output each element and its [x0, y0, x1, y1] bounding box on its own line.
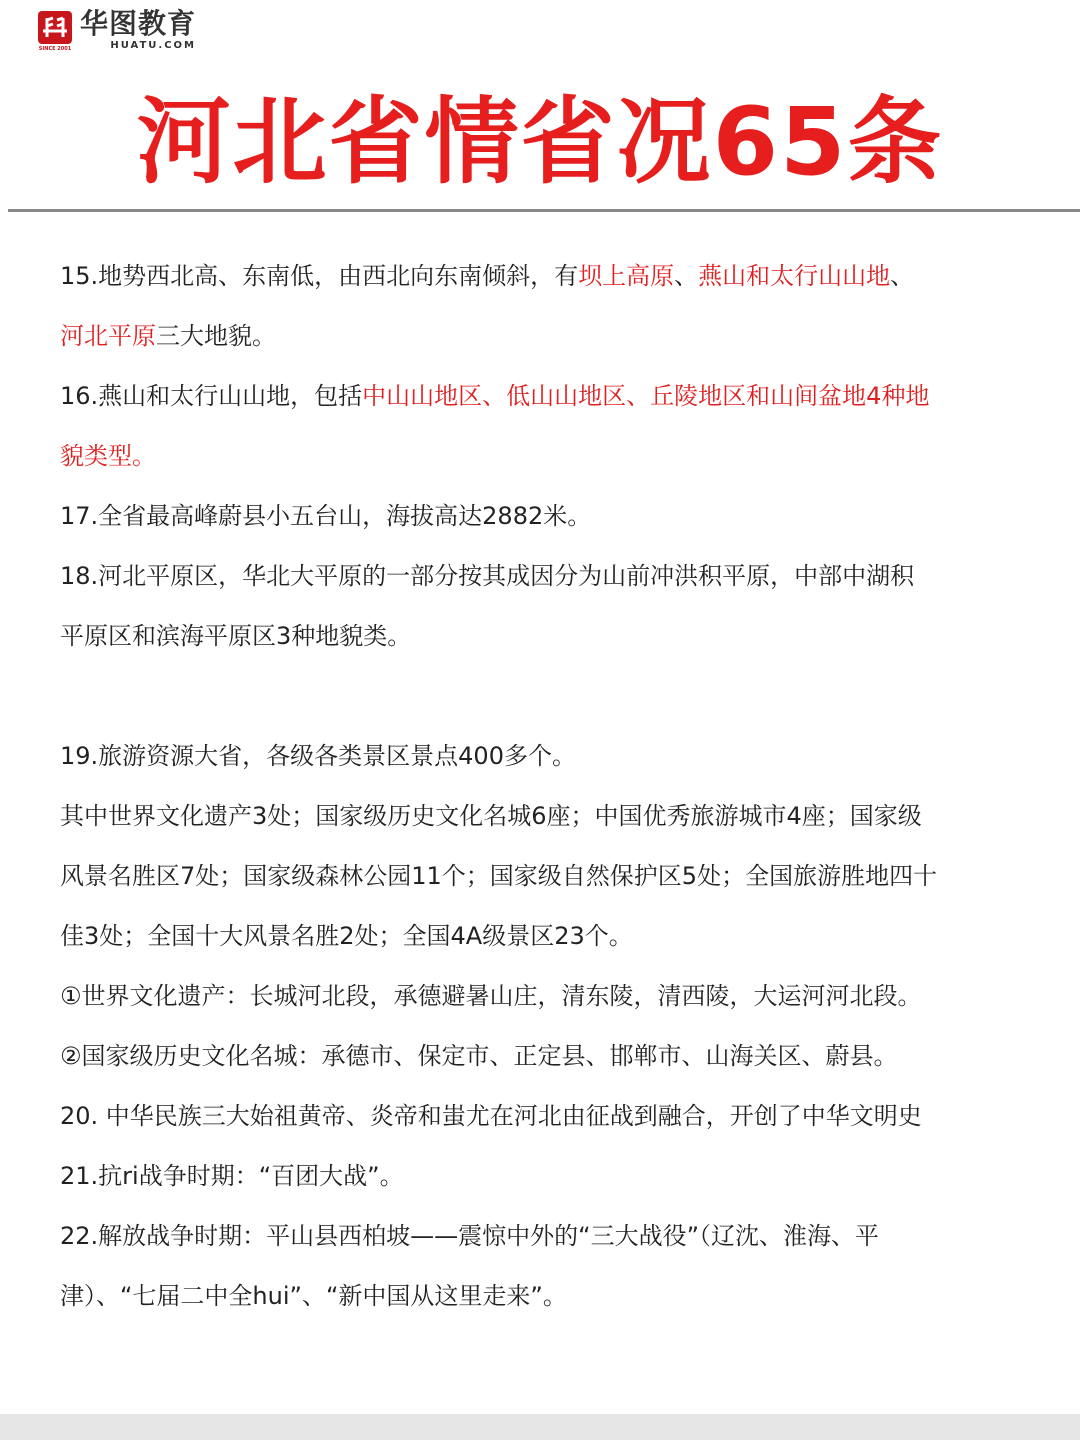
brand-name-en: HUATU.COM — [110, 39, 197, 51]
brand-since: SINCE 2001 — [38, 46, 72, 52]
item-15-line-1: 15.地势西北高、东南低，由西北向东南倾斜，有坝上高原、燕山和太行山山地、 — [60, 262, 915, 290]
bottom-bar — [0, 1414, 1080, 1440]
item-18-line-1: 18.河北平原区，华北大平原的一部分按其成因分为山前冲洪积平原，中部中湖积 — [60, 562, 915, 590]
item-22-line-2: 津）、“七届二中全hui”、“新中国从这里走来”。 — [60, 1282, 567, 1310]
item-19-line-4: 佳3处；全国十大风景名胜2处；全国4A级景区23个。 — [60, 922, 633, 950]
item-16-line-1: 16.燕山和太行山山地，包括中山山地区、低山山地区、丘陵地区和山间盆地4种地 — [60, 382, 930, 410]
brand-name-cn: 华图教育 — [80, 6, 197, 40]
item-19-line-3: 风景名胜区7处；国家级森林公园11个；国家级自然保护区5处；全国旅游胜地四十 — [60, 862, 938, 890]
item-19-line-5: ①世界文化遗产：长城河北段，承德避暑山庄，清东陵，清西陵，大运河河北段。 — [60, 982, 922, 1010]
item-22-line-1: 22.解放战争时期：平山县西柏坡——震惊中外的“三大战役”（辽沈、淮海、平 — [60, 1222, 880, 1250]
content-body — [60, 246, 1050, 1326]
section-spacer — [60, 666, 1050, 726]
item-19-line-1: 19.旅游资源大省，各级各类景区景点400多个。 — [60, 742, 576, 770]
item-19-line-6: ②国家级历史文化名城：承德市、保定市、正定县、邯郸市、山海关区、蔚县。 — [60, 1042, 898, 1070]
item-17: 17.全省最高峰蔚县小五台山，海拔高达2882米。 — [60, 502, 592, 530]
huatu-logo-icon — [38, 11, 72, 49]
item-16-line-2: 貌类型。 — [60, 442, 156, 470]
item-21: 21.抗ri战争时期：“百团大战”。 — [60, 1162, 404, 1190]
item-15-line-2: 河北平原三大地貌。 — [60, 322, 276, 350]
item-20: 20. 中华民族三大始祖黄帝、炎帝和蚩尤在河北由征战到融合，开创了中华文明史 — [60, 1102, 922, 1130]
brand-logo — [38, 6, 197, 52]
page-title: 河北省情省况65条 — [136, 88, 944, 197]
item-18-line-2: 平原区和滨海平原区3种地貌类。 — [60, 622, 412, 650]
item-19-line-2: 其中世界文化遗产3处；国家级历史文化名城6座；中国优秀旅游城市4座；国家级 — [60, 802, 922, 830]
title-divider — [8, 209, 1080, 212]
